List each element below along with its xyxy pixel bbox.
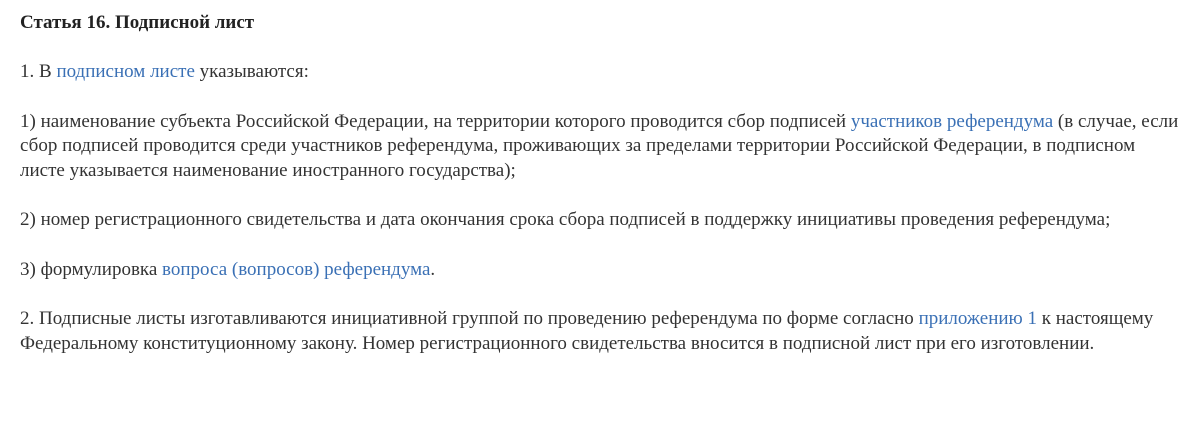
item-1-text-after: (в случае, если сбор подписей проводится среди участников референдума, проживающих за пределами территории Российской Федерации, в подписном листе указывается наименование иностранного государства); <box>20 110 1179 181</box>
item-2-text: 2) номер регистрационного свидетельства и дата окончания срока сбора подписей в поддержку инициативы проведения референдума; <box>20 209 1111 230</box>
paragraph-1-text-after: указываются: <box>194 61 309 82</box>
item-2 <box>20 208 1182 233</box>
item-3-text-after: . <box>430 258 436 280</box>
paragraph-2-text-before: 2. Подписные листы изготавливаются инициативной группой по проведению референдума по форме согласно <box>20 308 919 329</box>
link-uchastnikov-referenduma[interactable]: участников референдума <box>850 110 1054 132</box>
link-voprosa-referenduma[interactable]: вопроса (вопросов) референдума <box>162 258 431 280</box>
paragraph-1-text-before: 1. В <box>20 61 57 82</box>
link-podpisnom-liste[interactable]: подписном листе <box>56 61 195 82</box>
item-1 <box>20 110 1182 184</box>
item-3 <box>20 258 1182 283</box>
paragraph-1 <box>20 60 1182 85</box>
link-prilozheniyu-1[interactable]: приложению 1 <box>918 308 1037 329</box>
item-3-text-before: 3) формулировка <box>20 258 163 280</box>
item-1-text-before: 1) наименование субъекта Российской Федерации, на территории которого проводится сбор подписей <box>20 110 851 132</box>
paragraph-2-text-after: к настоящему Федеральному конституционному закону. Номер регистрационного свидетельства вносится в подписной лист при его изготовлении. <box>20 308 1154 354</box>
paragraph-2 <box>20 307 1182 356</box>
article-title: Статья 16. Подписной лист <box>20 12 255 33</box>
